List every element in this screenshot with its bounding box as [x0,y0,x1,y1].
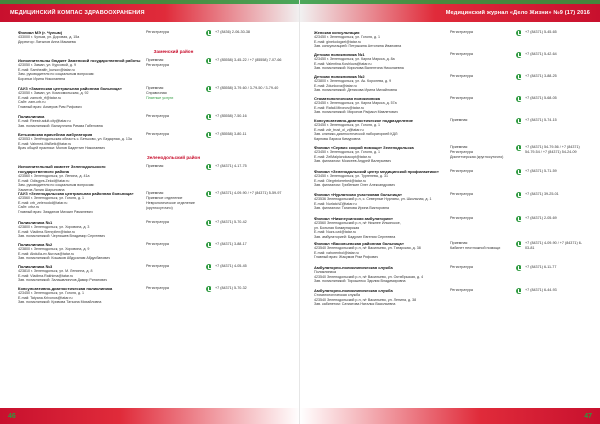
institution-detail: E-mail: Odisgprs.Zelod@tatar.ru [18,178,70,183]
institution-name: Поликлиника №1 [18,220,53,225]
phone-icon [206,132,212,138]
institution-detail: Стоматологическая служба [314,293,360,297]
institution-detail: Борзных Ирина Николаевна [18,76,66,81]
contact-type-label: Регистратура [146,242,169,246]
phone-contact[interactable] [512,288,586,294]
entry-info [18,242,142,261]
institution-detail: 423450 г. Зеленодольск, ул. Карла Маркса, д. 8a [314,57,395,61]
right-header-title: Медицинский журнал «Дело Жизни» №9 (17) 2016 [445,10,590,16]
institution-detail: Врач общей практики: Молов Бадентин Николаевич [18,146,106,151]
directory-entry [314,52,586,71]
phone-contact[interactable] [202,86,289,92]
contact-type [142,30,202,35]
institution-detail: Хамитов Лилия Шарыповна [18,187,65,192]
contact-type-label: (круглосуточно) [146,206,173,210]
institution-detail: Зав. поликлиникой: Кирилова Валентина Николаевна [314,66,404,71]
phone-number[interactable]: +7 (84371) 6-11-77 [525,265,557,269]
contact-type-label: Регистратура [146,114,169,118]
phone-number[interactable]: +7 (84371) 4-17-75 [215,164,247,168]
phone-icon [516,145,522,151]
institution-detail: E-mail: Vladima.Sienrpilen@tatar.ru [18,229,75,234]
institution-detail: Зав. филиалом: Моисеев Андрей Валерьевич [314,159,392,164]
institution-name: Стоматологическая поликлиника [314,96,380,101]
phone-number[interactable]: +7 (84371) 6-44-93 [525,288,557,292]
phone-contact[interactable] [512,96,586,102]
contact-type [142,242,202,247]
contact-type-label: Регистратура [450,150,473,154]
institution-detail: 423053 г. Зелёнодольская область с. Бетьково, ул. Бедарная, д. 13a [18,137,132,141]
institution-name: Бетьковская врачебная амбулатория [18,132,93,137]
institution-detail: E-mail: vahorenbol@tatar.ru [314,250,359,255]
institution-detail: Зав. поликлиникой: Кошаков Абдусалам Абдусбанович [18,256,111,261]
institution-detail: E-mail: zamcrb_rf@tatar.ru [18,95,61,100]
phone-icon [516,216,522,222]
entry-info [18,114,142,128]
institution-detail: E-mail: Valentina.Koshluva@tatar.ru [314,61,372,66]
institution-detail: E-mail: Vahmed-MsBetk@tatar.ru [18,141,72,146]
directory-entry [314,265,586,284]
contact-type [142,114,202,119]
directory-entry [18,220,289,239]
left-directory [18,30,289,404]
institution-detail: Зав. амбулаторией: Бадулин Евгения Сергеевна [314,234,396,239]
contact-type-label: Регистратура [146,63,169,67]
directory-entry [314,216,586,239]
directory-entry [18,114,289,128]
institution-detail: E-mail: ZelMalpicnokacopt@tatar.ru [314,154,371,159]
phone-number[interactable]: +7 (84371) 54-79-56 / +7 (84371) 54-79-54 / +7 (84371) 54-24-09 [525,145,580,154]
district-heading: Заменский район [153,49,194,54]
directory-entry [18,30,289,44]
institution-detail: 423540 Зеленодольский р-н, п/г Васильево, ул. Ленина, д. 38 [314,297,417,302]
institution-detail: Зав. филиалом: Таганова Ирина Викторовна [314,206,389,211]
institution-name: Филиал «Сервис скорой помощи» Зеленодольска [314,145,414,150]
entry-info [314,192,446,211]
contact-type-label: Справочная [146,91,167,95]
phone-contact[interactable] [202,286,289,292]
directory-entry [314,118,586,141]
contact-type-label: Регистратура [450,52,473,56]
institution-detail: Зав. поликлиникой: Миронов Рафаил Мавлетович [314,110,398,115]
contact-type-label: Регистратура [450,265,473,269]
contact-type [446,288,512,293]
contact-type [446,192,512,197]
contact-type-label: Регистратура [146,132,169,136]
phone-icon [516,74,522,80]
directory-entry [314,169,586,188]
entry-info [314,30,446,49]
footer-band [300,408,600,424]
entry-info [18,191,142,214]
institution-detail: 423810 г. Зеленодольск, ул. М. Ленинна, д. 8 [18,269,93,273]
contact-type [446,74,512,79]
phone-number[interactable]: +7 (84371) 4-09-90 / +7 (84371) 6-03-81 [525,241,582,250]
institution-detail: Поликлиника [314,270,336,274]
contact-type [446,241,512,251]
institution-detail: 423560 г. Зеленодольск, ул. Ленина, д. 41a [18,174,90,178]
contact-type-label: Регистратура [450,216,473,220]
phone-contact[interactable] [512,52,586,58]
contact-type [446,145,512,160]
phone-contact[interactable] [202,220,289,226]
contact-type-label: Приемная [146,58,164,62]
directory-entry [18,286,289,305]
institution-detail: 423800 г. Зеленодольск, ул. Ак. Королева, д. 9 [314,79,392,83]
institution-name: Консультативно-диагностическое подразделение [314,118,414,123]
institution-detail: E-mail: Rafail.Mironov@tatar.ru [314,105,364,110]
institution-name: Филиал МЭ (г. Чулым) [18,30,63,35]
phone-icon [206,242,212,248]
institution-detail: Зав. поликлиникой: Кривова Татьяна Михайловна [18,300,102,305]
phone-icon [516,265,522,271]
phone-number[interactable]: +7 (84371) 5-68-05 [525,96,557,100]
phone-icon [516,30,522,36]
institution-detail: Зав. кабинетом: Сатиатова Наталья Васильевна [314,302,396,307]
phone-number[interactable]: +7 (84371) 5-70-42 [215,220,247,224]
directory-entry [314,74,586,93]
directory-entry [18,132,289,151]
institution-detail: 423800 г. Зеленодольск, ул. Хоровина, д. 9 [18,247,90,251]
contact-type-label: Регистратура [146,220,169,224]
contact-type [446,169,512,174]
institution-detail: E-mail: ginekologzel@tatar.ru [314,39,361,44]
right-page [300,0,600,424]
phone-number[interactable]: +7 (84371) 4-09-90 / +7 (84371) 5-59-97 [215,191,282,195]
phone-number[interactable]: +7 (84371) 3-88-25 [525,74,557,78]
entry-info [314,241,446,260]
institution-detail: E-mail: zdr_trust_ol_z@tatar.ru [314,127,364,132]
institution-detail: E-mail: Samhealth_kursov@tatar.ru [18,67,75,72]
phone-number[interactable]: +7 (84371) 2-05-69 [525,216,557,220]
institution-detail: 433000 г. Чулым, ул. Доровая, д. 15a [18,35,80,39]
directory-entry [18,242,289,261]
phone-icon [206,286,212,292]
phone-contact[interactable] [202,264,289,270]
entry-info [314,288,446,307]
institution-detail: Зав. поликлиникой: Тирошенко Эдилия Владимировна [314,279,406,284]
contact-type-label: Регистратура [450,288,473,292]
directory-entry [18,164,289,192]
institution-name: Амбулаторно-поликлиническая служба [314,265,393,270]
institution-detail: 423560 Зеленодольский р-н, п/г Нижнее Ильинское, [314,221,401,225]
contact-type-label: Приемное отделение [146,196,183,200]
phone-number[interactable]: +7 (84371) 5-74-15 [525,118,557,122]
contact-type-label: Приемная [146,86,164,90]
contact-type [446,118,512,123]
institution-detail: 423540 Зеленодольский р-н, п/г Васильево, ул. Татарская, д. 38 [314,246,421,250]
institution-name: ГАУЗ «Зеленодольская центральная районная больница» [18,191,134,196]
contact-type-label: Диспетчерская (круглосуточно) [450,155,504,159]
institution-detail: E-mail: NurlatchZ@tatar.ru [314,201,357,206]
institution-detail: 423450 г. Зеленодольск, ул. Гоголя, д. 1 [314,150,381,154]
contact-type-label: Регистратура [450,74,473,78]
institution-detail: 423536 Зеленодольский р-н, с. Северные Нурлаты, ул. Школьная, д. 1 [314,197,432,201]
phone-contact[interactable] [512,169,586,175]
institution-name: Исполнительны бюджет Заменской государственной работы [18,58,141,63]
phone-contact[interactable] [512,216,586,222]
entry-info [314,96,446,115]
institution-name: Поликлиника [18,114,45,119]
institution-detail: 423450 г. Зеленодольск, ул. Гоголя, д. 1 [314,35,381,39]
institution-detail: E-mail: Vladima.Rakhima@tatar.ru [18,273,74,278]
contact-type-label: Приемная [450,145,468,149]
phone-number[interactable]: +7 (8436) 2-06-30-38 [215,30,250,34]
header-accent [0,0,300,4]
institution-detail: ул. Больная Коммунарская [314,225,360,230]
directory-entry [314,30,586,49]
phone-icon [516,118,522,124]
institution-name: Исполнительный комитет Зеленодольского государственного района [18,164,106,174]
entry-info [18,164,142,192]
institution-detail: Зав. поликлиникой: Черняшев Владимир Сергеевич [18,234,106,239]
entry-info [18,286,142,305]
institution-detail: Зав. клинико-диагностической лабораторией КДЛ: [314,132,399,137]
phone-icon [516,192,522,198]
phone-number[interactable]: +7 (85558) 3-45-22 / +7 (85558) 7-07-66 [215,58,282,62]
entry-info [314,52,446,71]
institution-detail: 423450 г. Зеленодольск, ул. Тургенева, д. 31 [314,174,388,178]
page-number-right: 47 [584,413,592,420]
entry-info [18,132,142,151]
phone-number[interactable]: +7 (84371) 5-45-65 [525,30,557,34]
phone-contact[interactable] [512,145,586,155]
phone-icon [516,169,522,175]
institution-detail: Сайт: zam-crb.ru [18,100,46,105]
institution-detail: Зав. филиалом: Грибенкин Олег Александрович [314,183,395,188]
contact-type-label: Регистратура [146,286,169,290]
contact-type-label: Платные услуги [146,96,174,100]
contact-type-label: Приемная [450,118,468,122]
contact-type [446,52,512,57]
phone-number[interactable]: +7 (85558) 3-80-11 [215,132,247,136]
phone-contact[interactable] [202,164,289,170]
contact-type-label: Регистратура [450,192,473,196]
institution-name: Филиал «Нижнеузинская амбулатория» [314,216,393,221]
phone-icon [206,164,212,170]
phone-number[interactable]: +7 (85558) 3-79-60 / 3-79-50 / 3-79-40 [215,86,279,90]
phone-number[interactable]: +7 (84371) 5-70-32 [215,286,247,290]
contact-type [446,216,512,221]
institution-detail: Главный врач: Ахмеров Рим Рифович [18,104,82,109]
institution-detail: 423800 г. Зеленодольск, ул. Хоровина, д. 3 [18,225,90,229]
contact-type-label: Неврологическое отделение [146,201,195,205]
contact-type [142,86,202,101]
phone-icon [206,114,212,120]
institution-detail: 423450 г. Зеленодольск, ул. Гоголя, д. 1 [314,123,381,127]
district-heading: Зеленодольский район [146,155,201,160]
contact-type [446,30,512,35]
institution-name: Филиал «Васильевская районная больница» [314,241,404,246]
institution-detail: Директор: Латыпов Анна Мамаева [18,39,76,44]
institution-detail: 423560 г. Зеленодольск, ул. Гоголя, д. 1 [18,196,85,200]
phone-contact[interactable] [202,191,289,197]
entry-info [18,58,142,81]
contact-type-label: Регистратура [146,264,169,268]
phone-contact[interactable] [202,242,289,248]
institution-detail: Сайт: crbz.ru [18,205,40,210]
phone-number[interactable]: +7 (84371) 5-42-64 [525,52,557,56]
institution-name: Поликлиника №3 [18,264,53,269]
directory-entry [314,192,586,211]
contact-type [142,264,202,269]
contact-type-label: Регистратура [450,96,473,100]
contact-type-label: Кабинет неотложной помощи [450,246,501,250]
institution-detail: E-mail: Nuzs.ozd@tatar.ru [314,230,356,235]
entry-info [314,216,446,239]
institution-name: Детская поликлиника №1 [314,52,365,57]
institution-detail: Главный врач: Зиядинов Михаил Рамилевич [18,209,93,214]
institution-name: Амбулаторно-поликлиническая служба [314,288,393,293]
institution-detail: Зав. поликлиникой: Денисова Ирина Михайловна [314,88,397,93]
entry-info [18,220,142,239]
phone-contact[interactable] [202,30,289,36]
entry-info [18,86,142,109]
contact-type-label: Регистратура [146,30,169,34]
contact-type-label: Регистратура [450,169,473,173]
directory-entry [314,241,586,260]
directory-entry [18,58,289,81]
phone-icon [206,220,212,226]
phone-icon [206,86,212,92]
phone-contact[interactable] [202,114,289,120]
phone-icon [516,241,522,247]
institution-detail: 423450 г. Зеленодольск, ул. Гоголя, д. 1 [18,291,85,295]
phone-icon [516,96,522,102]
institution-detail: Карпова Лариса Кимуровна [314,136,361,141]
phone-number[interactable]: +7 (84371) 5-71-59 [525,169,557,173]
contact-type [142,164,202,169]
phone-contact[interactable] [512,241,586,251]
directory-entry [314,288,586,307]
institution-detail: 423050 г. Заман, ул. Комсомольская, д. 92 [18,91,89,95]
directory-entry [314,145,586,164]
entry-info [18,30,142,44]
institution-detail: E-mail: Reestr.adult.city@tatar.ru [18,119,71,123]
institution-detail: Зав. консультацией: Петрыкина Антонина Ивановна [314,44,402,49]
contact-type-label: Приемная [450,241,468,245]
phone-icon [206,30,212,36]
entry-info [314,74,446,93]
institution-detail: E-mail: Abdulla-ev.Nurova@tatar.ru [18,251,75,256]
phone-number[interactable]: +7 (84371) 39-25-01 [525,192,559,196]
page-number-left: 46 [8,413,16,420]
phone-contact[interactable] [512,265,586,271]
institution-detail: E-mail: Tatyana.Krivonos@tatar.ru [18,295,73,300]
contact-type-label: Приемная [146,191,164,195]
right-directory [314,30,586,404]
contact-type [142,58,202,68]
institution-name: Детская поликлиника №2 [314,74,365,79]
phone-contact[interactable] [512,192,586,198]
phone-icon [206,58,212,64]
entry-info [314,265,446,284]
phone-number[interactable]: +7 (85558) 7-50-16 [215,114,247,118]
header-accent [300,0,600,4]
left-header-title: МЕДИЦИНСКИЙ КОМПАС ЗДРАВООХРАНЕНИЯ [10,10,145,16]
phone-number[interactable]: +7 (84371) 4-05-45 [215,264,247,268]
phone-contact[interactable] [202,58,289,64]
institution-detail: Зам. руководителя по социальным вопросам: [18,183,95,188]
footer-band [0,408,300,424]
phone-contact[interactable] [512,30,586,36]
phone-icon [516,288,522,294]
contact-type [446,96,512,101]
institution-detail: E-mail: Olegrbrkerebed@tatar.ru [314,178,366,183]
institution-detail: Зам. руководителя по социальным вопросам: [18,72,95,77]
contact-type [142,191,202,211]
contact-type [446,265,512,270]
institution-detail: 423540 Зеленодольский р-н, п/г Васильево, ул. Октябрьская, д. 4 [314,274,424,279]
directory-entry [18,86,289,109]
entry-info [314,118,446,141]
entry-info [314,145,446,164]
phone-contact[interactable] [512,74,586,80]
institution-name: Поликлиника №2 [18,242,53,247]
entry-info [314,169,446,188]
phone-icon [516,52,522,58]
institution-name: Филиал «Зеленодольский центр медицинской профилактики» [314,169,439,174]
institution-name: ГАУЗ «Заменская центральная районная больница» [18,86,122,91]
phone-icon [206,191,212,197]
phone-contact[interactable] [512,118,586,124]
institution-detail: 423050 г. Заман, ул. Курсовой, д. 9 [18,63,76,67]
institution-name: Женская консультация [314,30,360,35]
institution-detail: Зав. поликлиникой: Валиуллина Римма Габеловна [18,123,103,128]
contact-type [142,220,202,225]
directory-entry [314,96,586,115]
institution-detail: Главный врач: Жакумов Рим Рифович [314,255,379,260]
contact-type-label: Регистратура [450,30,473,34]
institution-name: Консультативно-диагностическая поликлиника [18,286,113,291]
phone-contact[interactable] [202,132,289,138]
phone-icon [206,264,212,270]
contact-type [142,132,202,137]
directory-entry [18,191,289,214]
entry-info [18,264,142,283]
directory-entry [18,264,289,283]
institution-detail: E-mail: crb_zelenodol@tatar.ru [18,200,68,205]
contact-type-label: Приемная [146,164,164,168]
institution-detail: 423450 г. Зеленодольск, ул. Карла Маркса, д. 57a [314,101,397,105]
institution-detail: E-mail: Zdunkova@tatar.ru [314,83,357,88]
phone-number[interactable]: +7 (84371) 3-88-17 [215,242,247,246]
contact-type [142,286,202,291]
institution-detail: Зав. поликлиникой: Залашвлинлов Дамир Ринатович [18,278,108,283]
institution-name: Филиал «Нурлатская участковая больница» [314,192,403,197]
